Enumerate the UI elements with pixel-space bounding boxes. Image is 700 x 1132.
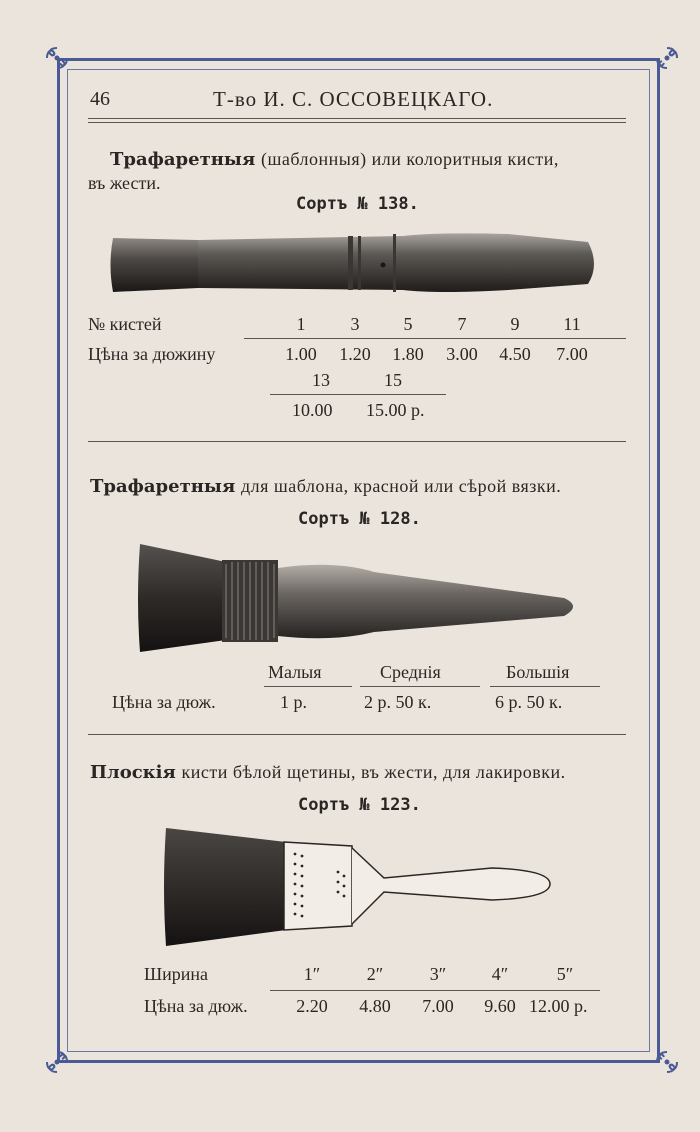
price-value: 10.00	[292, 400, 333, 420]
price-value: 4.80	[359, 996, 391, 1016]
size-label: Малыя	[268, 662, 322, 682]
brush-number: 5	[403, 314, 413, 334]
corner-ornament-bottom-right	[654, 1049, 680, 1075]
section2-title-bold: Трафаретныя	[90, 476, 236, 497]
section1-sub-rule	[270, 394, 446, 395]
section1-title-line2: въ жести.	[88, 173, 161, 193]
brush-128-illustration	[134, 542, 584, 652]
section3-heading	[90, 762, 566, 783]
price-value: 12.00 р.	[529, 996, 588, 1016]
section3-title-rest: кисти бѣлой щетины, въ жести, для лакировки.	[181, 762, 566, 782]
section2-price-label: Цѣна за дюж.	[112, 692, 216, 712]
price-value: 1.80	[392, 344, 424, 364]
section1-sort-number: Сортъ № 138.	[296, 194, 419, 214]
section1-row1-label: № кистей	[88, 314, 162, 334]
price-value: 7.00	[422, 996, 454, 1016]
price-value: 1.20	[339, 344, 371, 364]
section-divider	[88, 734, 626, 735]
price-value: 2 р. 50 к.	[364, 692, 432, 712]
brush-number: 13	[312, 370, 330, 390]
size-label: Большія	[506, 662, 570, 682]
brush-138-illustration	[108, 228, 603, 298]
price-value: 2.20	[296, 996, 328, 1016]
page-number: 46	[90, 88, 110, 110]
price-value: 6 р. 50 к.	[495, 692, 563, 712]
section2-heading	[90, 476, 561, 497]
brush-123-illustration	[162, 826, 556, 950]
brush-number: 1	[296, 314, 306, 334]
size-label: Среднія	[380, 662, 441, 682]
section1-table-rule	[244, 338, 626, 339]
brush-number: 7	[457, 314, 467, 334]
section3-sort-number: Сортъ № 123.	[298, 795, 421, 815]
price-value: 3.00	[446, 344, 478, 364]
price-value: 9.60	[484, 996, 516, 1016]
width-value: 2″	[366, 964, 384, 984]
width-value: 3″	[429, 964, 447, 984]
width-value: 5″	[556, 964, 574, 984]
price-value: 4.50	[499, 344, 531, 364]
brush-number: 15	[384, 370, 402, 390]
section3-title-bold: Плоскія	[90, 762, 176, 783]
corner-ornament-bottom-left	[44, 1049, 70, 1075]
price-value: 1 р.	[280, 692, 307, 712]
price-value: 1.00	[285, 344, 317, 364]
brush-number: 11	[563, 314, 581, 334]
section2-title-rest: для шаблона, красной или сѣрой вязки.	[240, 476, 562, 496]
size-rule	[360, 686, 480, 687]
brush-number: 9	[510, 314, 520, 334]
section3-width-label: Ширина	[144, 964, 209, 984]
brush-number: 3	[350, 314, 360, 334]
width-value: 4″	[491, 964, 509, 984]
header-rule	[88, 118, 626, 119]
section2-sort-number: Сортъ № 128.	[298, 509, 421, 529]
section1-heading	[110, 149, 559, 170]
price-value: 15.00 р.	[366, 400, 425, 420]
section-divider	[88, 441, 626, 442]
header-rule-2	[88, 122, 626, 123]
price-value: 7.00	[556, 344, 588, 364]
section3-table-rule	[270, 990, 600, 991]
section1-row2-label: Цѣна за дюжину	[88, 344, 216, 364]
section1-title-bold: Трафаретныя	[110, 149, 256, 170]
page-header-title: Т-во И. С. ОССОВЕЦКАГО.	[213, 87, 494, 111]
size-rule	[490, 686, 600, 687]
size-rule	[264, 686, 352, 687]
section1-title-rest: (шаблонныя) или колоритныя кисти,	[260, 149, 559, 169]
corner-ornament-top-left	[44, 45, 70, 71]
section3-price-label: Цѣна за дюж.	[144, 996, 248, 1016]
corner-ornament-top-right	[654, 45, 680, 71]
width-value: 1″	[303, 964, 321, 984]
